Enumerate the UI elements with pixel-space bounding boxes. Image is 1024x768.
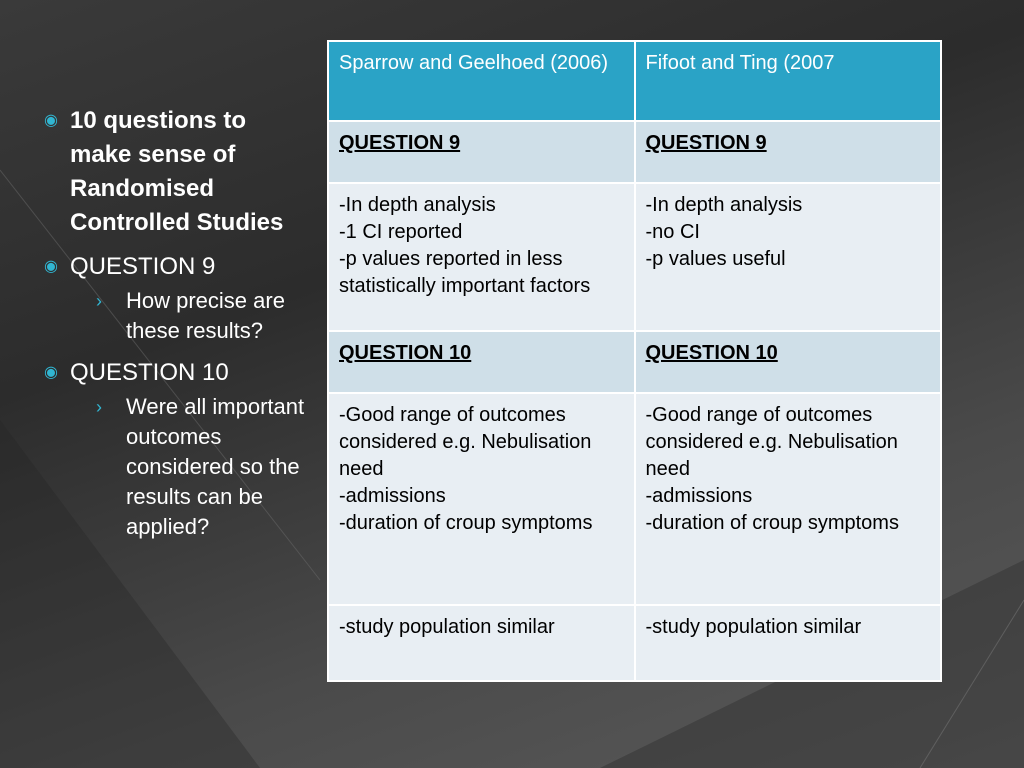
table-row	[328, 605, 941, 681]
table-row	[328, 183, 941, 331]
table-cell: -In depth analysis -no CI -p values useful	[635, 183, 942, 331]
table-cell: -Good range of outcomes considered e.g. Nebulisation need -admissions -duration of croup symptoms	[635, 393, 942, 605]
table-cell: QUESTION 9	[328, 121, 635, 183]
list-item	[44, 104, 314, 240]
circled-dot-icon: ◉	[44, 112, 58, 129]
table-row	[328, 121, 941, 183]
table-header-cell: Fifoot and Ting (2007	[635, 41, 942, 121]
comparison-table	[327, 40, 942, 682]
list-item	[44, 356, 314, 390]
table-cell: -study population similar	[328, 605, 635, 681]
bullet-text: QUESTION 9	[70, 253, 216, 280]
sub-list-item	[96, 392, 314, 542]
table-header-cell: Sparrow and Geelhoed (2006)	[328, 41, 635, 121]
bullet-list	[44, 104, 314, 542]
sub-list-item	[96, 286, 314, 346]
table-row	[328, 331, 941, 393]
sub-bullet-text: How precise are these results?	[126, 288, 285, 343]
bullet-text: 10 questions to make sense of Randomised Controlled Studies	[70, 107, 284, 236]
circled-dot-icon: ◉	[44, 364, 58, 381]
circled-dot-icon: ◉	[44, 258, 58, 275]
bullet-text: QUESTION 10	[70, 359, 229, 386]
table-cell: -Good range of outcomes considered e.g. Nebulisation need -admissions -duration of croup symptoms	[328, 393, 635, 605]
table-cell: -In depth analysis -1 CI reported -p values reported in less statistically important factors	[328, 183, 635, 331]
table-cell: QUESTION 10	[328, 331, 635, 393]
chevron-right-icon: ›	[96, 291, 102, 311]
table-row	[328, 393, 941, 605]
table-cell: -study population similar	[635, 605, 942, 681]
table-cell: QUESTION 9	[635, 121, 942, 183]
chevron-right-icon: ›	[96, 397, 102, 417]
table-cell: QUESTION 10	[635, 331, 942, 393]
list-item	[44, 250, 314, 284]
sub-bullet-text: Were all important outcomes considered so the results can be applied?	[126, 394, 305, 539]
table-header-row	[328, 41, 941, 121]
